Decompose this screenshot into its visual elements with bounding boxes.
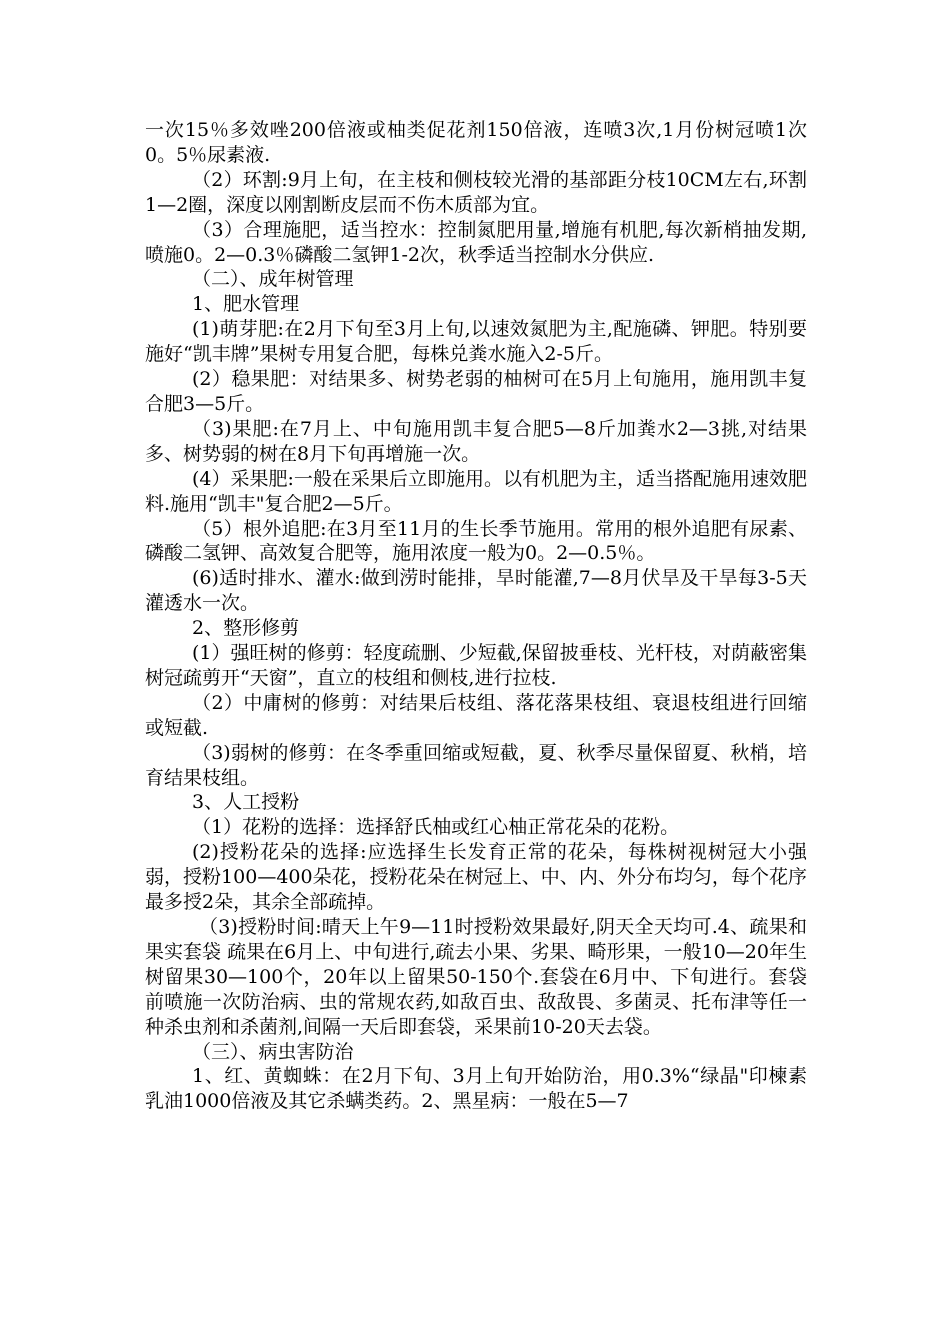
document-page bbox=[145, 118, 807, 1114]
paragraph-11: (6)适时排水、灌水:做到涝时能排，旱时能灌,7—8月伏旱及干旱每3-5天灌透水一次。 bbox=[145, 567, 807, 615]
subsection-heading-1: 1、肥水管理 bbox=[192, 293, 300, 316]
paragraph-14: （2）中庸树的修剪：对结果后枝组、落花落果枝组、衰退枝组进行回缩或短截. bbox=[145, 691, 807, 739]
paragraph-6: (1)萌芽肥:在2月下旬至3月上旬,以速效氮肥为主,配施磷、钾肥。特别要施好“凯丰牌”果树专用复合肥，每株兑粪水施入2-5斤。 bbox=[145, 318, 807, 366]
paragraph-8: （3)果肥:在7月上、中旬施用凯丰复合肥5—8斤加粪水2—3挑,对结果多、树势弱的树在8月下旬再增施一次。 bbox=[145, 417, 807, 465]
paragraph-21: 1、红、黄蜘蛛：在2月下旬、3月上旬开始防治，用0.3%“绿晶"印楝素乳油1000倍液及其它杀螨类药。2、黑星病：一般在5—7 bbox=[145, 1065, 807, 1113]
paragraph-15: （3)弱树的修剪：在冬季重回缩或短截，夏、秋季尽量保留夏、秋梢，培育结果枝组。 bbox=[145, 741, 807, 789]
section-heading-2: （二）、成年树管理 bbox=[192, 268, 354, 291]
paragraph-1: 一次15％多效唑200倍液或柚类促花剂150倍液，连喷3次,1月份树冠喷1次0。5％尿素液. bbox=[145, 119, 807, 166]
paragraph-17: （1）花粉的选择：选择舒氏柚或红心柚正常花朵的花粉。 bbox=[192, 816, 680, 839]
paragraph-2: （2）环割:9月上旬，在主枝和侧枝较光滑的基部距分枝10CM左右,环割1—2圈，深度以刚割断皮层而不伤木质部为宜。 bbox=[145, 168, 807, 216]
paragraph-10: （5）根外追肥:在3月至11月的生长季节施用。常用的根外追肥有尿素、磷酸二氢钾、高效复合肥等，施用浓度一般为0。2—0.5％。 bbox=[145, 517, 807, 565]
paragraph-18: (2)授粉花朵的选择:应选择生长发育正常的花朵，每株树视树冠大小强弱，授粉100—400朵花，授粉花朵在树冠上、中、内、外分布均匀，每个花序最多授2朵，其余全部疏掉。 bbox=[145, 841, 807, 914]
paragraph-7: (2）稳果肥：对结果多、树势老弱的柚树可在5月上旬施用，施用凯丰复合肥3—5斤。 bbox=[145, 368, 807, 415]
paragraph-3: （3）合理施肥，适当控水：控制氮肥用量,增施有机肥,每次新梢抽发期,喷施0。2—0.3％磷酸二氢钾1-2次，秋季适当控制水分供应. bbox=[145, 218, 807, 266]
subsection-heading-2: 2、整形修剪 bbox=[192, 617, 300, 640]
subsection-heading-3: 3、人工授粉 bbox=[192, 791, 300, 814]
section-heading-3: （三）、病虫害防治 bbox=[192, 1040, 354, 1063]
paragraph-19: （3)授粉时间:晴天上午9—11时授粉效果最好,阴天全天均可.4、疏果和果实套袋 疏果在6月上、中旬进行,疏去小果、劣果、畸形果，一般10—20年生树留果30—100个，20年以上留果50-150个.套袋在6月中、下旬进行。套袋前喷施一次防治病、虫的常规农药,如敌百虫、敌敌畏、多菌灵、托布津等任一种杀虫剂和杀菌剂,间隔一天后即套袋，采果前10-20天去袋。 bbox=[145, 916, 807, 1038]
paragraph-13: (1）强旺树的修剪：轻度疏删、少短截,保留披垂枝、光杆枝，对荫蔽密集树冠疏剪开“天窗”，直立的枝组和侧枝,进行拉枝. bbox=[145, 642, 807, 689]
paragraph-9: (4）采果肥:一般在采果后立即施用。以有机肥为主，适当搭配施用速效肥料.施用“凯丰"复合肥2—5斤。 bbox=[145, 467, 807, 515]
